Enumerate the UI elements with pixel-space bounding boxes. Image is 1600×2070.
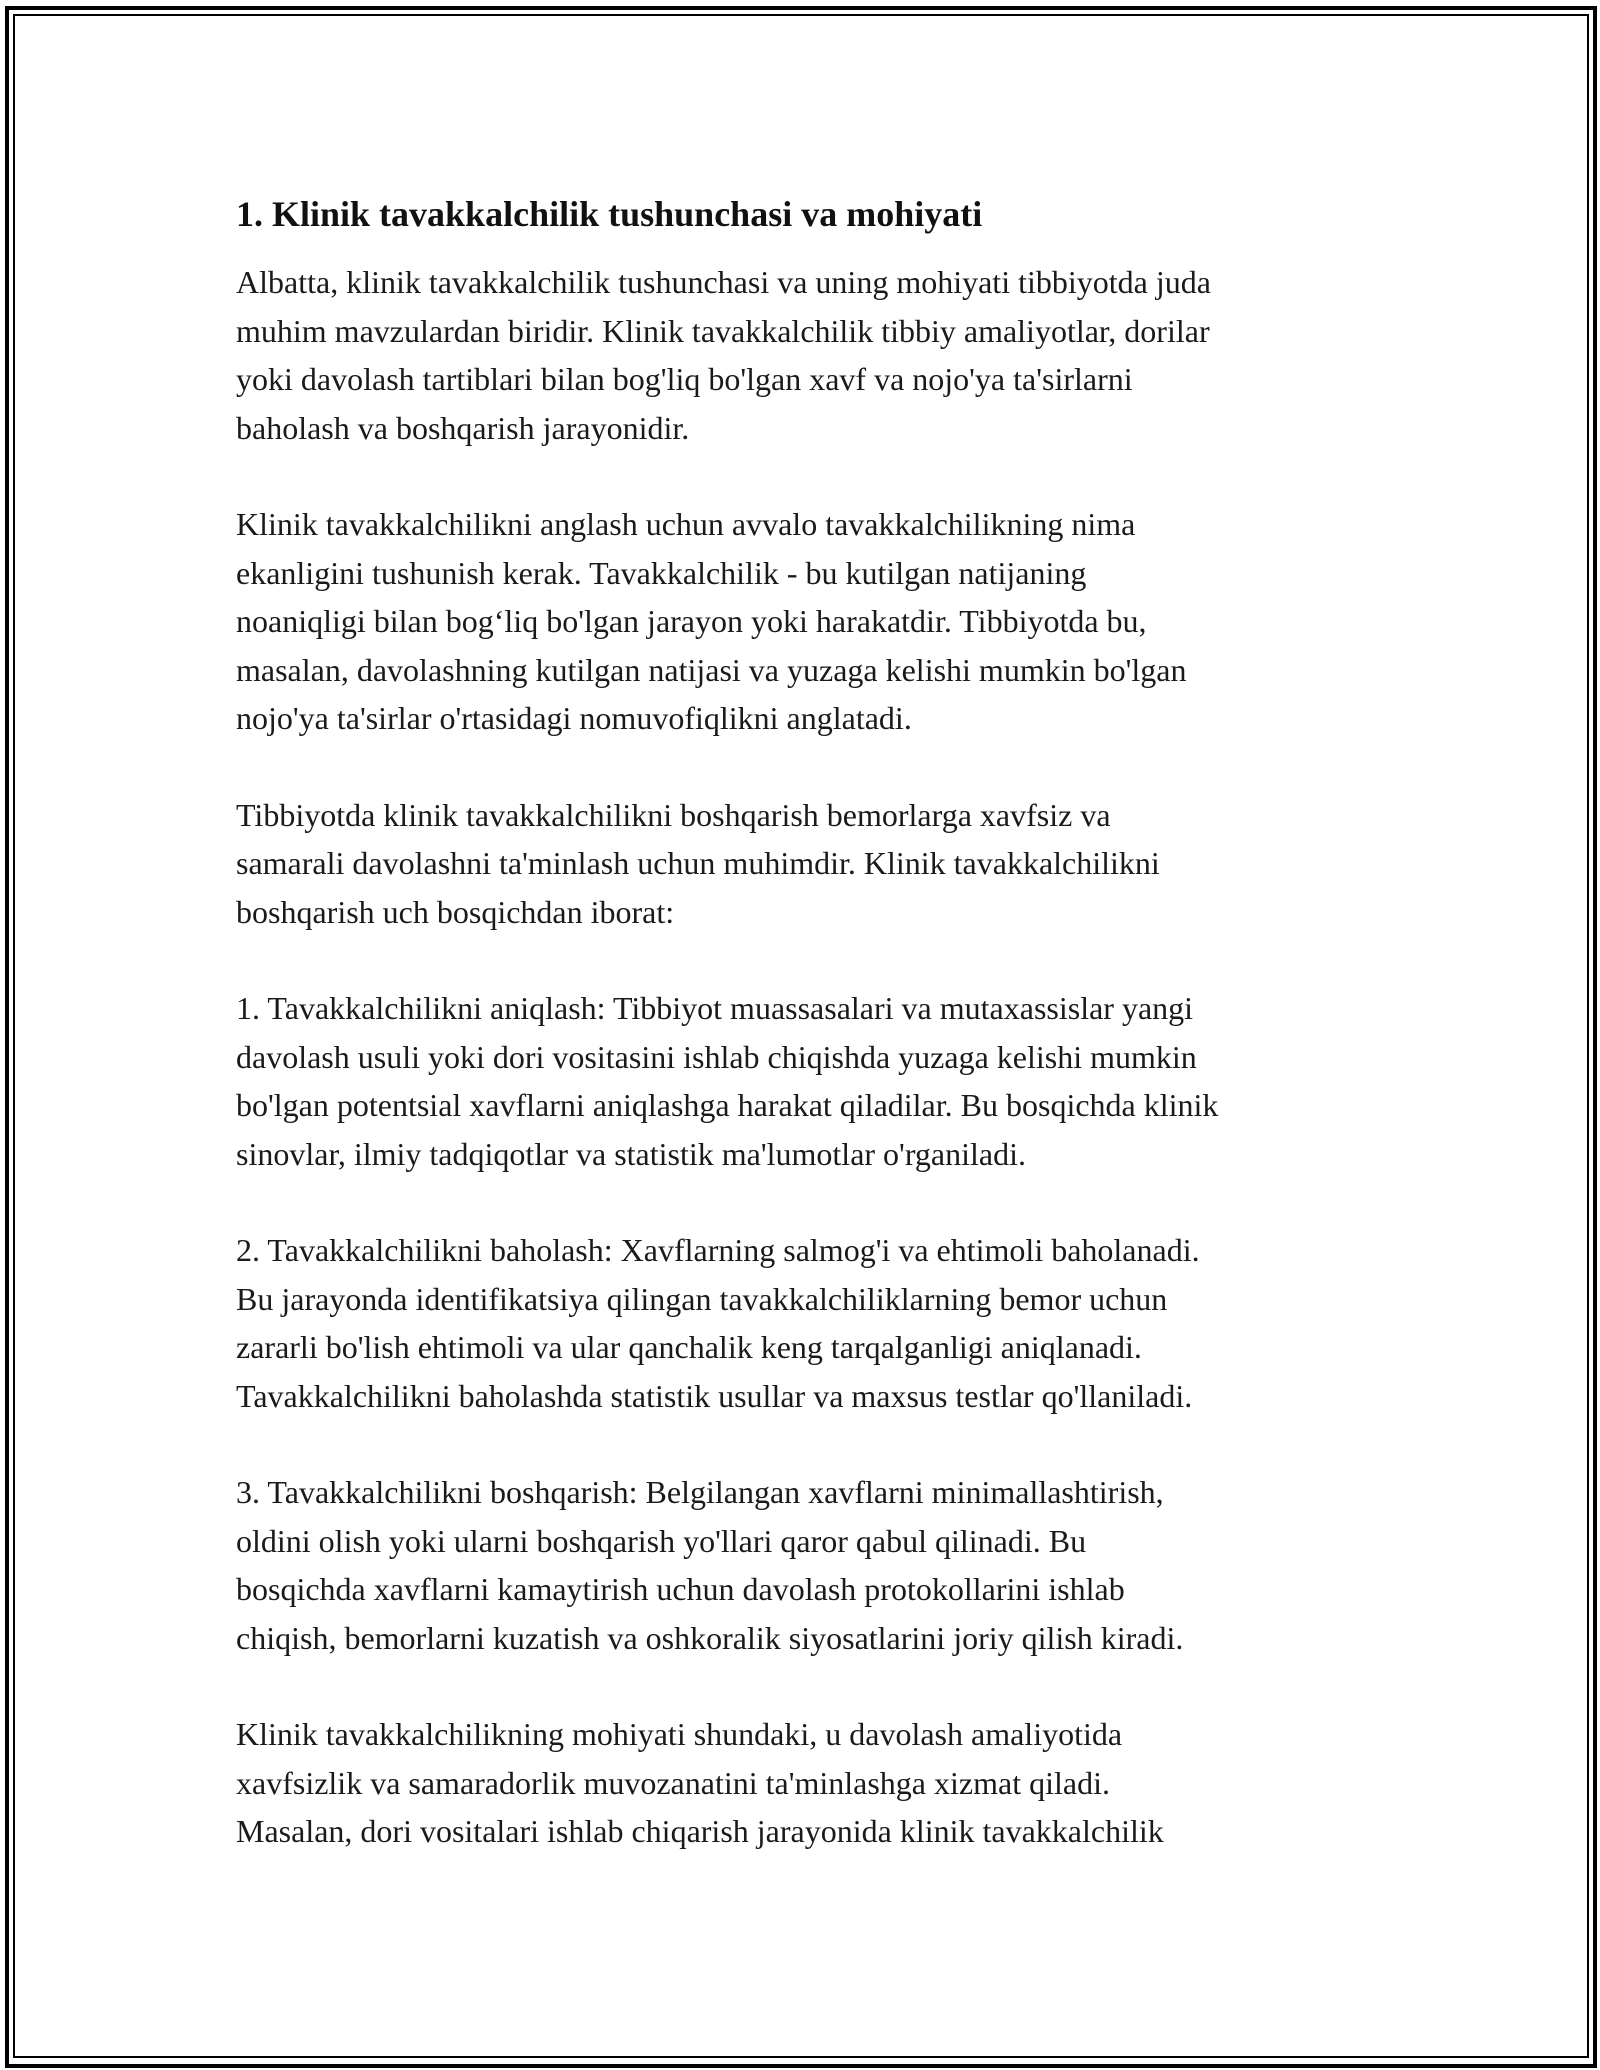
paragraph-line: samarali davolashni ta'minlash uchun muhimdir. Klinik tavakkalchilikni bbox=[236, 845, 1160, 881]
paragraph-line: 1. Tavakkalchilikni aniqlash: Tibbiyot muassasalari va mutaxassislar yangi bbox=[236, 990, 1194, 1026]
paragraph-line: oldini olish yoki ularni boshqarish yo'llari qaror qabul qilinadi. Bu bbox=[236, 1522, 1087, 1559]
paragraph-line: xavfsizlik va samaradorlik muvozanatini ta'minlashga xizmat qiladi. bbox=[236, 1764, 1110, 1801]
paragraph-line: bosqichda xavflarni kamaytirish uchun davolash protokollarini ishlab bbox=[236, 1571, 1125, 1607]
paragraph bbox=[236, 984, 1366, 1178]
paragraph bbox=[236, 500, 1366, 743]
paragraph-line: Albatta, klinik tavakkalchilik tushunchasi va uning mohiyati tibbiyotda juda bbox=[236, 264, 1211, 300]
paragraph-line: baholash va boshqarish jarayonidir. bbox=[236, 409, 690, 446]
paragraph-line: ekanligini tushunish kerak. Tavakkalchilik - bu kutilgan natijaning bbox=[236, 554, 1087, 591]
document-body bbox=[236, 186, 1366, 1904]
section-heading: 1. Klinik tavakkalchilik tushunchasi va mohiyati bbox=[236, 194, 983, 234]
paragraph-list bbox=[236, 258, 1366, 1856]
paragraph-line: noaniqligi bilan bog‘liq bo'lgan jarayon yoki harakatdir. Tibbiyotda bu, bbox=[236, 603, 1147, 639]
paragraph-line: Tavakkalchilikni baholashda statistik usullar va maxsus testlar qo'llaniladi. bbox=[236, 1377, 1193, 1414]
paragraph-line: davolash usuli yoki dori vositasini ishlab chiqishda yuzaga kelishi mumkin bbox=[236, 1038, 1197, 1075]
paragraph-line: boshqarish uch bosqichdan iborat: bbox=[236, 893, 675, 930]
paragraph-line: Masalan, dori vositalari ishlab chiqarish jarayonida klinik tavakkalchilik bbox=[236, 1813, 1164, 1849]
paragraph bbox=[236, 1226, 1366, 1420]
paragraph bbox=[236, 258, 1366, 452]
paragraph-line: Klinik tavakkalchilikni anglash uchun avvalo tavakkalchilikning nima bbox=[236, 506, 1136, 542]
paragraph-line: sinovlar, ilmiy tadqiqotlar va statistik ma'lumotlar o'rganiladi. bbox=[236, 1135, 1026, 1172]
paragraph bbox=[236, 1710, 1366, 1856]
paragraph-line: masalan, davolashning kutilgan natijasi va yuzaga kelishi mumkin bo'lgan bbox=[236, 651, 1187, 688]
paragraph-line: chiqish, bemorlarni kuzatish va oshkoralik siyosatlarini joriy qilish kiradi. bbox=[236, 1619, 1184, 1656]
paragraph bbox=[236, 791, 1366, 937]
paragraph-line: yoki davolash tartiblari bilan bog'liq bo'lgan xavf va nojo'ya ta'sirlarni bbox=[236, 361, 1133, 397]
paragraph-line: 3. Tavakkalchilikni boshqarish: Belgilangan xavflarni minimallashtirish, bbox=[236, 1474, 1164, 1510]
paragraph-line: Tibbiyotda klinik tavakkalchilikni boshqarish bemorlarga xavfsiz va bbox=[236, 796, 1111, 833]
paragraph-line: muhim mavzulardan biridir. Klinik tavakkalchilik tibbiy amaliyotlar, dorilar bbox=[236, 312, 1210, 349]
paragraph bbox=[236, 1468, 1366, 1662]
paragraph-line: bo'lgan potentsial xavflarni aniqlashga harakat qiladilar. Bu bosqichda klinik bbox=[236, 1087, 1219, 1123]
paragraph-line: nojo'ya ta'sirlar o'rtasidagi nomuvofiqlikni anglatadi. bbox=[236, 700, 912, 736]
paragraph-line: 2. Tavakkalchilikni baholash: Xavflarning salmog'i va ehtimoli baholanadi. bbox=[236, 1232, 1200, 1268]
paragraph-line: Bu jarayonda identifikatsiya qilingan tavakkalchiliklarning bemor uchun bbox=[236, 1280, 1168, 1317]
paragraph-line: zararli bo'lish ehtimoli va ular qanchalik keng tarqalganligi aniqlanadi. bbox=[236, 1329, 1142, 1365]
paragraph-line: Klinik tavakkalchilikning mohiyati shundaki, u davolash amaliyotida bbox=[236, 1716, 1123, 1752]
